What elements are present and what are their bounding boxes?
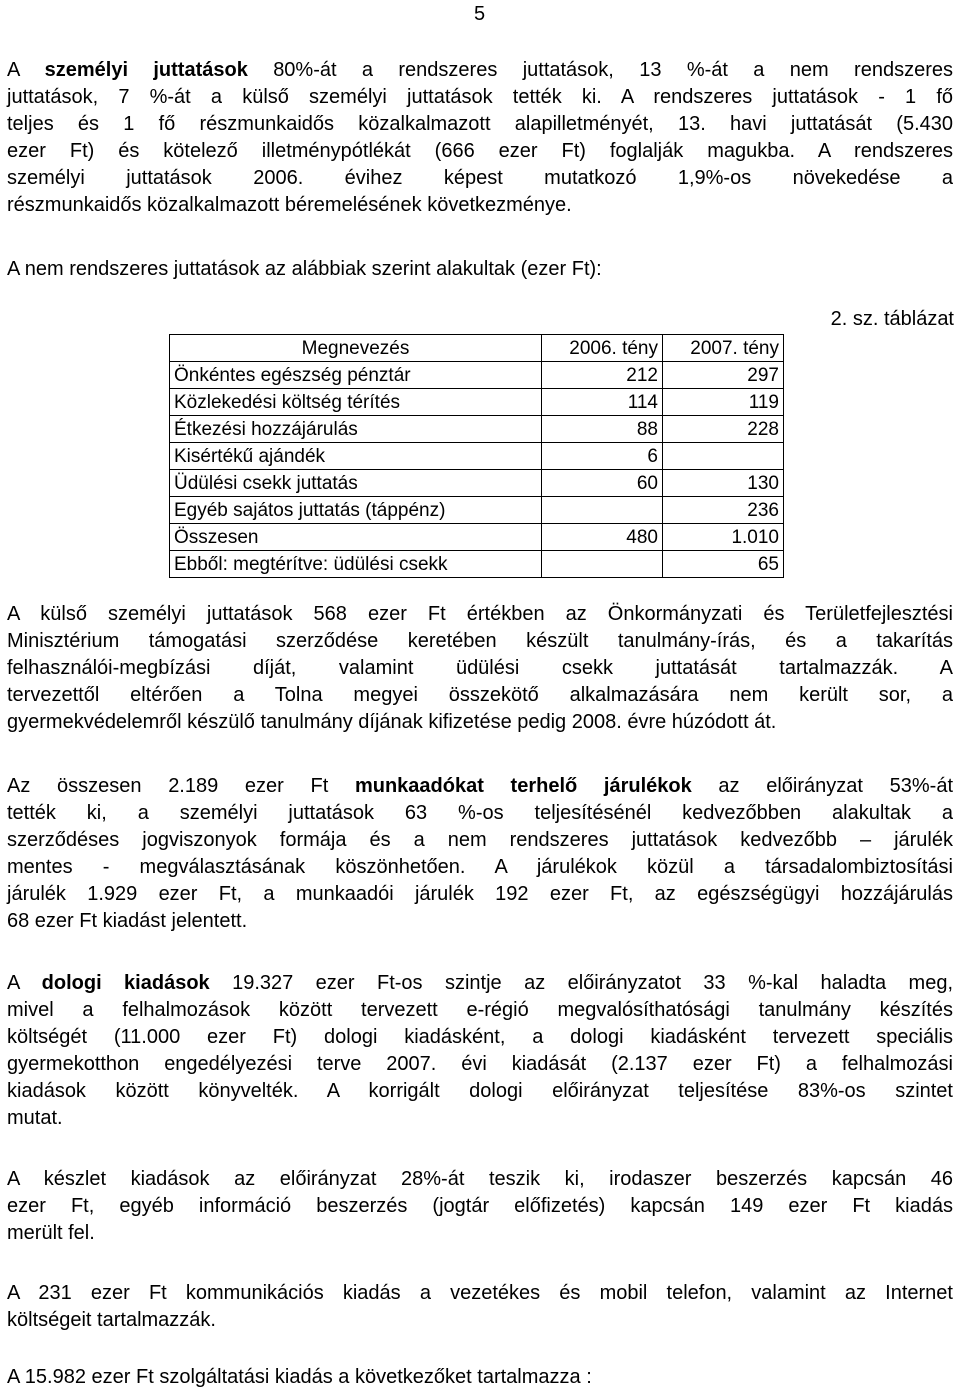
- text-line: merült fel.: [7, 1222, 95, 1244]
- row-2007: 1.010: [663, 524, 784, 551]
- text-line: tették ki, a személyi juttatások 63 %-os teljesítésénél kedvezőbben alakultak a: [7, 802, 953, 824]
- text-line: kiadások között könyvelték. A korrigált dologi előirányzat teljesítése 83%-os szintet: [7, 1080, 953, 1102]
- row-name: Étkezési hozzájárulás: [170, 416, 542, 443]
- text-line: Minisztérium támogatási szerződése keretében készült tanulmány-írás, és a takarítás: [7, 630, 953, 652]
- table-header-row: [170, 335, 784, 362]
- text-line: Az összesen 2.189 ezer Ft munkaadókat terhelő járulékok az előirányzat 53%-át: [7, 775, 953, 797]
- row-name: Ebből: megtérítve: üdülési csekk: [170, 551, 542, 578]
- row-2007: 119: [663, 389, 784, 416]
- row-2006: [542, 551, 663, 578]
- row-name: Egyéb sajátos juttatás (táppénz): [170, 497, 542, 524]
- row-2006: 480: [542, 524, 663, 551]
- text-line: személyi juttatások 2006. évihez képest mutatkozó 1,9%-os növekedése a: [7, 167, 953, 189]
- text-line: szerződéses jogviszonyok formája és a nem rendszeres juttatások kedvezőbb – járulék: [7, 829, 953, 851]
- text-line: juttatások, 7 %-át a külső személyi juttatások tették ki. A rendszeres juttatások - 1 fő: [7, 86, 953, 108]
- text-line: gyermekvédelemről készülő tanulmány díjának kifizetése pedig 2008. évre húzódott át.: [7, 711, 777, 733]
- text-line: A külső személyi juttatások 568 ezer Ft értékben az Önkormányzati és Területfejlesztési: [7, 603, 953, 625]
- row-2006: 212: [542, 362, 663, 389]
- table-row: [170, 362, 784, 389]
- row-name: Közlekedési költség térítés: [170, 389, 542, 416]
- row-2007: 65: [663, 551, 784, 578]
- text-line: részmunkaidős közalkalmazott béremelésének következménye.: [7, 194, 572, 216]
- row-2007: 130: [663, 470, 784, 497]
- row-name: Kisértékű ajándék: [170, 443, 542, 470]
- bold-term: dologi kiadások: [41, 972, 210, 994]
- table-caption: 2. sz. táblázat: [830, 308, 954, 330]
- text-line: ezer Ft, egyéb információ beszerzés (jogtár előfizetés) kapcsán 149 ezer Ft kiadás: [7, 1195, 953, 1217]
- paragraph-table-intro: A nem rendszeres juttatások az alábbiak szerint alakultak (ezer Ft):: [7, 258, 602, 280]
- text-line: felhasználói-megbízási díját, valamint üdülési csekk juttatását tartalmazzák. A: [7, 657, 953, 679]
- text-line: A személyi juttatások 80%-át a rendszeres juttatások, 13 %-át a nem rendszeres: [7, 59, 953, 81]
- text-line: 68 ezer Ft kiadást jelentett.: [7, 910, 248, 932]
- bold-term: munkaadókat terhelő járulékok: [354, 775, 692, 797]
- benefits-table: [169, 334, 784, 578]
- text-line: költségét (11.000 ezer Ft) dologi kiadásként, a dologi kiadásként tervezett speciális: [7, 1026, 953, 1048]
- row-2006: 60: [542, 470, 663, 497]
- row-2006: 114: [542, 389, 663, 416]
- paragraph-material-expenses: [7, 970, 953, 1132]
- paragraph-contributions: [7, 773, 953, 935]
- text-line: gyermekotthon engedélyezési terve 2007. évi kiadását (2.137 ezer Ft) a felhalmozási: [7, 1053, 953, 1075]
- text-line: mivel a felhalmozások között tervezett e-régió megvalósíthatósági tanulmány készítés: [7, 999, 953, 1021]
- row-2007: 236: [663, 497, 784, 524]
- page-number: 5: [474, 3, 486, 25]
- text-line: ezer Ft) és kötelező illetménypótlékát (666 ezer Ft) foglalják magukba. A rendszeres: [7, 140, 953, 162]
- table-row: [170, 497, 784, 524]
- paragraph-inventory: [7, 1166, 953, 1247]
- row-name: Üdülési csekk juttatás: [170, 470, 542, 497]
- paragraph-external-benefits: [7, 601, 953, 736]
- header-2006: 2006. tény: [542, 335, 663, 362]
- text-line: A 231 ezer Ft kommunikációs kiadás a vezetékes és mobil telefon, valamint az Internet: [7, 1282, 953, 1304]
- text-line: A készlet kiadások az előirányzat 28%-át teszik ki, irodaszer beszerzés kapcsán 46: [7, 1168, 953, 1190]
- row-2007: [663, 443, 784, 470]
- table-row: [170, 443, 784, 470]
- paragraph-services: A 15.982 ezer Ft szolgáltatási kiadás a következőket tartalmazza :: [7, 1366, 592, 1388]
- text-line: teljes és 1 fő részmunkaidős közalkalmazott alapilletményét, 13. havi juttatását (5.430: [7, 113, 953, 135]
- text-line: mutat.: [7, 1107, 63, 1129]
- table-row: [170, 416, 784, 443]
- row-2007: 228: [663, 416, 784, 443]
- text-line: járulék 1.929 ezer Ft, a munkaadói járulék 192 ezer Ft, az egészségügyi hozzájárulás: [7, 883, 953, 905]
- header-name: Megnevezés: [170, 335, 542, 362]
- table-row: [170, 389, 784, 416]
- row-2006: 88: [542, 416, 663, 443]
- text-line: mentes - megválasztásának köszönhetően. A járulékok közül a társadalombiztosítási: [7, 856, 953, 878]
- paragraph-personal-benefits: [7, 57, 953, 219]
- row-2006: [542, 497, 663, 524]
- text-line: A dologi kiadások 19.327 ezer Ft-os szintje az előirányzatot 33 %-kal haladta meg,: [7, 972, 953, 994]
- table-row: [170, 470, 784, 497]
- table-row: [170, 551, 784, 578]
- row-2006: 6: [542, 443, 663, 470]
- row-name: Összesen: [170, 524, 542, 551]
- bold-term: személyi juttatások: [44, 59, 248, 81]
- header-2007: 2007. tény: [663, 335, 784, 362]
- text-line: tervezettől eltérően a Tolna megyei összekötő alkalmazására nem került sor, a: [7, 684, 953, 706]
- paragraph-communication: [7, 1280, 953, 1334]
- table-row-total: [170, 524, 784, 551]
- row-2007: 297: [663, 362, 784, 389]
- row-name: Önkéntes egészség pénztár: [170, 362, 542, 389]
- text-line: költségeit tartalmazzák.: [7, 1309, 216, 1331]
